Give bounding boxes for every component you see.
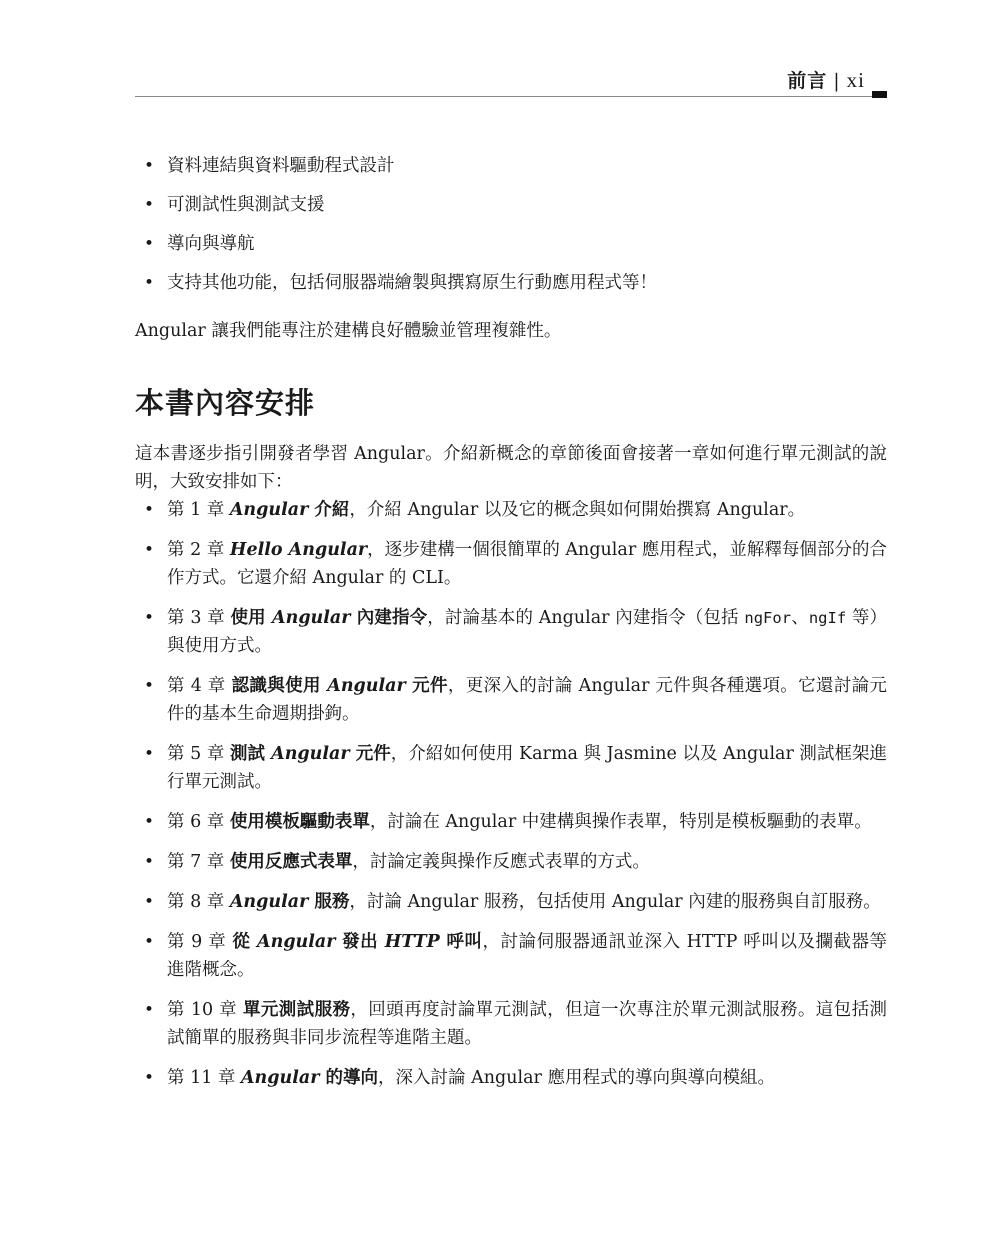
code-ngfor: ngFor	[744, 609, 792, 627]
chapter-title: 使用反應式表單	[229, 852, 353, 872]
bullet-icon: •	[144, 156, 155, 176]
chapter-description: ，討論基本的 Angular 內建指令（包括	[427, 608, 745, 628]
chapter-title: Angular 的導向	[240, 1068, 379, 1088]
page-number: xi	[846, 68, 865, 92]
bullet-icon: •	[144, 500, 155, 520]
chapter-description: ，介紹 Angular 以及它的概念與如何開始撰寫 Angular。	[349, 500, 806, 520]
bullet-icon: •	[144, 932, 155, 952]
chapter-item	[135, 996, 887, 1052]
header-tab-marker	[872, 91, 887, 98]
bullet-icon: •	[144, 195, 155, 215]
chapter-title: 從 Angular 發出 HTTP 呼叫	[232, 932, 483, 952]
chapter-description-tail: 等）與使用方式。	[167, 608, 888, 656]
list-item-text: 資料連結與資料驅動程式設計	[167, 156, 395, 176]
chapter-description: ，逐步建構一個很簡單的 Angular 應用程式，並解釋每個部分的合作方式。它還介紹 Angular 的 CLI。	[167, 540, 887, 588]
list-item	[135, 191, 887, 219]
punctuation: 、	[791, 608, 809, 628]
page-content	[135, 152, 887, 1104]
chapter-number: 第 10 章	[167, 1000, 237, 1020]
chapter-description: ，討論伺服器通訊並深入 HTTP 呼叫以及攔截器等進階概念。	[167, 932, 888, 980]
chapter-description: ，討論在 Angular 中建構與操作表單，特別是模板驅動的表單。	[369, 812, 872, 832]
bullet-icon: •	[144, 1000, 155, 1020]
chapter-title: Angular 介紹	[229, 500, 350, 520]
chapter-item	[135, 604, 887, 660]
list-item	[135, 152, 887, 180]
bullet-icon: •	[144, 1068, 155, 1088]
chapter-item	[135, 848, 887, 876]
chapter-title: 單元測試服務	[242, 1000, 351, 1020]
chapter-number: 第 4 章	[167, 676, 226, 696]
intro-paragraph: 這本書逐步指引開發者學習 Angular。介紹新概念的章節後面會接著一章如何進行單元測試的說明，大致安排如下：	[135, 444, 887, 492]
bullet-icon: •	[144, 608, 155, 628]
code-ngif: ngIf	[808, 609, 847, 627]
header-separator: |	[833, 70, 841, 92]
chapter-item	[135, 672, 887, 728]
chapter-title: 使用模板驅動表單	[229, 812, 370, 832]
chapter-item	[135, 888, 887, 916]
bullet-icon: •	[144, 892, 155, 912]
bullet-icon: •	[144, 852, 155, 872]
chapter-title: 認識與使用 Angular 元件	[231, 676, 448, 696]
list-item-text: 支持其他功能，包括伺服器端繪製與撰寫原生行動應用程式等！	[167, 273, 657, 293]
chapter-item	[135, 740, 887, 796]
chapter-number: 第 1 章	[167, 500, 225, 520]
chapter-number: 第 2 章	[167, 540, 225, 560]
list-item-text: 可測試性與測試支援	[167, 195, 325, 215]
chapter-description: ，介紹如何使用 Karma 與 Jasmine 以及 Angular 測試框架進行單元測試。	[167, 744, 888, 792]
chapter-description: ，深入討論 Angular 應用程式的導向與導向模組。	[378, 1068, 775, 1088]
chapter-number: 第 11 章	[167, 1068, 236, 1088]
chapter-number: 第 6 章	[167, 812, 225, 832]
chapter-item	[135, 928, 887, 984]
chapter-number: 第 5 章	[167, 744, 225, 764]
bullet-icon: •	[144, 812, 155, 832]
bullet-icon: •	[144, 540, 155, 560]
chapter-description: ，討論 Angular 服務，包括使用 Angular 內建的服務與自訂服務。	[349, 892, 881, 912]
bullet-icon: •	[144, 234, 155, 254]
chapter-number: 第 7 章	[167, 852, 225, 872]
list-item-text: 導向與導航	[167, 234, 255, 254]
chapter-item	[135, 1064, 887, 1092]
header-text	[787, 66, 865, 93]
summary-paragraph: Angular 讓我們能專注於建構良好體驗並管理複雜性。	[135, 321, 562, 341]
chapter-description: ，更深入的討論 Angular 元件與各種選項。它還討論元件的基本生命週期掛鉤。	[167, 676, 888, 724]
chapter-number: 第 9 章	[167, 932, 227, 952]
list-item	[135, 230, 887, 258]
feature-list	[135, 152, 887, 297]
list-item	[135, 269, 887, 297]
chapter-title: 測試 Angular 元件	[229, 744, 391, 764]
chapter-number: 第 3 章	[167, 608, 225, 628]
chapter-item	[135, 808, 887, 836]
chapter-number: 第 8 章	[167, 892, 225, 912]
chapter-list	[135, 496, 887, 1092]
bullet-icon: •	[144, 273, 155, 293]
chapter-description: ，回頭再度討論單元測試，但這一次專注於單元測試服務。這包括測試簡單的服務與非同步流程等進階主題。	[167, 1000, 887, 1048]
bullet-icon: •	[144, 676, 155, 696]
bullet-icon: •	[144, 744, 155, 764]
section-heading: 本書內容安排	[135, 386, 316, 420]
chapter-item	[135, 536, 887, 592]
running-header	[135, 62, 887, 97]
chapter-title: Hello Angular	[229, 540, 368, 560]
chapter-title: Angular 服務	[229, 892, 350, 912]
chapter-item	[135, 496, 887, 524]
chapter-description: ，討論定義與操作反應式表單的方式。	[352, 852, 650, 872]
header-title: 前言	[787, 70, 828, 92]
chapter-title: 使用 Angular 內建指令	[230, 608, 428, 628]
